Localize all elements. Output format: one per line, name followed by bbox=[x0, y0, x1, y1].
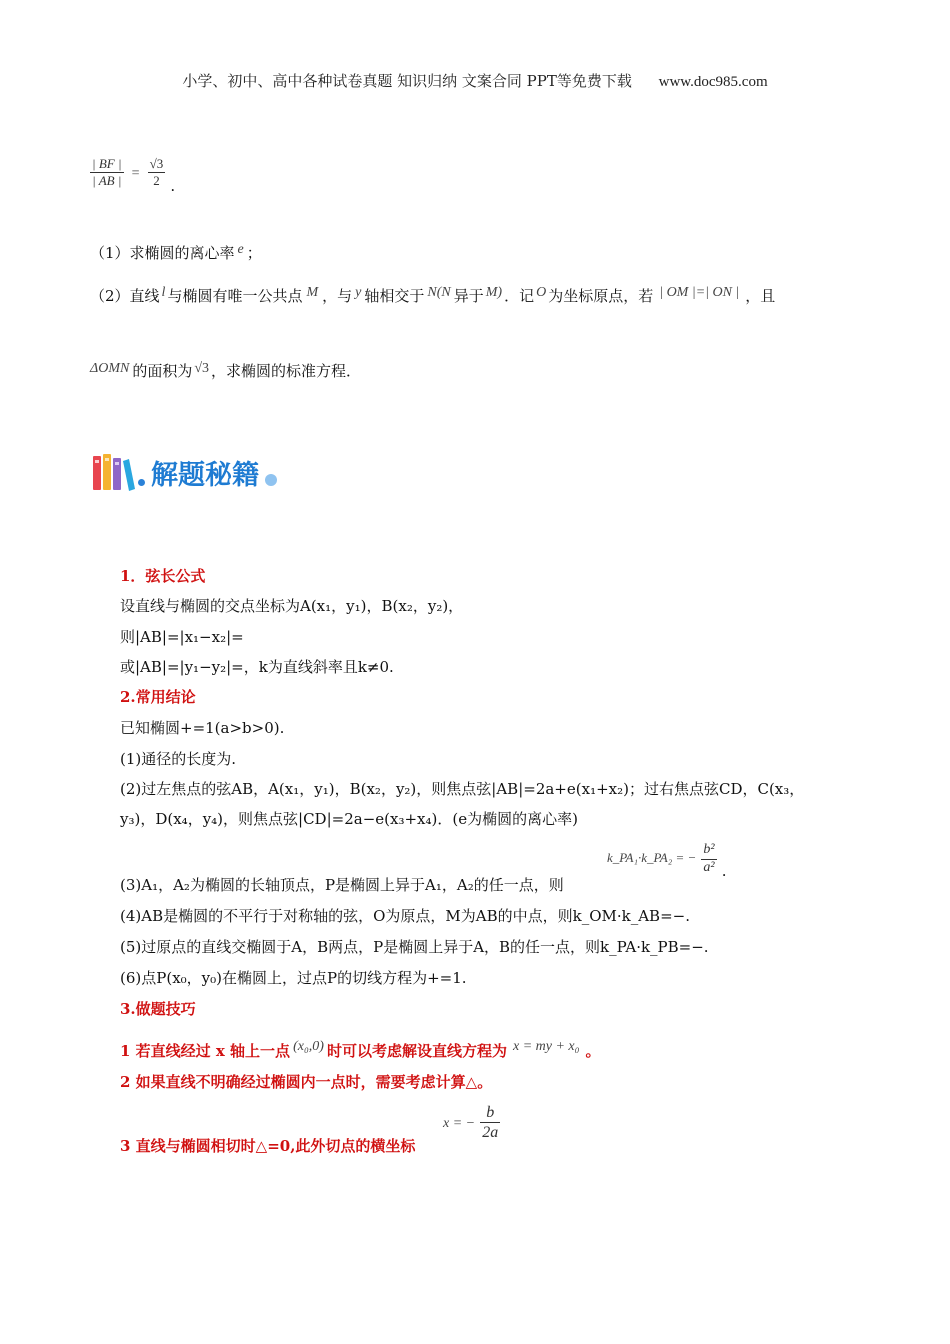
q2-abs: | OM |=| ON | bbox=[659, 285, 740, 300]
tip-1-text-b: 时可以考虑解设直线方程为 bbox=[326, 1042, 507, 1060]
ratio-fraction bbox=[90, 156, 124, 188]
ratio-numerator: | BF | bbox=[92, 156, 122, 171]
q2-sqrt: √3 bbox=[194, 361, 210, 376]
tip-2: 2 如果直线不明确经过椭圆内一点时，需要考虑计算△。 bbox=[120, 1073, 493, 1091]
slope-product-den: a² bbox=[703, 859, 715, 875]
ratio-formula bbox=[90, 156, 176, 195]
q2-text-i: 的面积为 bbox=[132, 362, 193, 380]
banner-dot-large bbox=[265, 474, 277, 486]
tip-1-point: (x₀,0) bbox=[293, 1039, 324, 1054]
books-icon bbox=[92, 452, 136, 492]
ratio-period: . bbox=[170, 176, 176, 195]
q1-end: ； bbox=[246, 244, 262, 262]
header-text: 小学、初中、高中各种试卷真题 知识归纳 文案合同 PPT等免费下载 bbox=[182, 72, 632, 90]
page-header bbox=[0, 70, 950, 91]
secret-line-2: 则|AB|=|x₁−x₂|= bbox=[120, 628, 244, 646]
slope-product-formula bbox=[607, 842, 727, 880]
question-1 bbox=[90, 242, 262, 263]
banner-dot-small bbox=[138, 479, 145, 486]
q2-N: N(N bbox=[427, 285, 451, 300]
tangent-fraction bbox=[480, 1103, 500, 1142]
q2-M2: M) bbox=[485, 285, 503, 300]
sqrt-numerator: √3 bbox=[149, 156, 164, 171]
header-site: www.doc985.com bbox=[658, 74, 768, 90]
secret-line-10: (5)过原点的直线交椭圆于A，B两点，P是椭圆上异于A，B的任一点，则k_PA·k_PB=−. bbox=[120, 938, 709, 956]
tangent-den: 2a bbox=[482, 1124, 499, 1142]
q2-text-d: 轴相交于 bbox=[364, 287, 425, 305]
secret-line-6: (2)过左焦点的弦AB，A(x₁，y₁)，B(x₂，y₂)，则焦点弦|AB|=2a+e(x₁+x₂)；过右焦点弦CD，C(x₃， bbox=[120, 780, 805, 798]
sqrt-fraction bbox=[148, 156, 166, 188]
secret-line-8: (3)A₁，A₂为椭圆的长轴顶点，P是椭圆上异于A₁，A₂的任一点，则 bbox=[120, 876, 564, 894]
secret-line-3: 或|AB|=|y₁−y₂|=，k为直线斜率且k≠0. bbox=[120, 658, 394, 676]
slope-product-fraction bbox=[701, 842, 716, 877]
tip-3: 3 直线与椭圆相切时△=0,此外切点的横坐标 bbox=[120, 1137, 416, 1155]
ratio-equals: = bbox=[131, 165, 140, 181]
tangent-left: x = − bbox=[443, 1116, 476, 1132]
secret-heading-2: 2.常用结论 bbox=[120, 688, 196, 706]
tip-1 bbox=[120, 1040, 601, 1061]
q2-text-f: ．记 bbox=[504, 287, 535, 305]
slope-product-left: k_PA₁·k_PA₂ = − bbox=[607, 849, 697, 865]
question-2-line-1 bbox=[90, 285, 775, 306]
q2-text-a: （2）直线 bbox=[90, 287, 160, 305]
q2-text-e: 异于 bbox=[453, 287, 484, 305]
secret-line-11: (6)点P(x₀，y₀)在椭圆上，过点P的切线方程为+=1. bbox=[120, 969, 467, 987]
secret-line-1: 设直线与椭圆的交点坐标为A(x₁，y₁)，B(x₂，y₂)， bbox=[120, 597, 464, 615]
secret-heading-1: 1．弦长公式 bbox=[120, 567, 206, 585]
q2-y: y bbox=[355, 285, 362, 300]
q2-triangle: ΔOMN bbox=[90, 361, 130, 376]
q2-text-g: 为坐标原点，若 bbox=[548, 287, 654, 305]
ratio-denominator: | AB | bbox=[92, 172, 122, 188]
secret-line-5: (1)通径的长度为. bbox=[120, 750, 237, 768]
sqrt-denominator: 2 bbox=[153, 172, 160, 188]
q2-text-j: ，求椭圆的标准方程． bbox=[211, 362, 362, 380]
question-2-line-2 bbox=[90, 360, 361, 381]
banner-title: 解题秘籍 bbox=[151, 460, 259, 491]
slope-product-end: . bbox=[721, 861, 727, 880]
q2-text-h: ，且 bbox=[745, 287, 776, 305]
q1-e: e bbox=[237, 242, 244, 257]
tangent-formula bbox=[443, 1103, 500, 1142]
secret-line-9: (4)AB是椭圆的不平行于对称轴的弦，O为原点，M为AB的中点，则k_OM·k_AB=−. bbox=[120, 907, 690, 925]
q1-text: （1）求椭圆的离心率 bbox=[90, 244, 235, 262]
q2-O: O bbox=[536, 285, 547, 300]
q2-text-b: 与椭圆有唯一公共点 bbox=[167, 287, 303, 305]
q2-M: M bbox=[306, 285, 319, 300]
slope-product-num: b² bbox=[701, 842, 716, 860]
secret-heading-3: 3.做题技巧 bbox=[120, 1000, 196, 1018]
tip-1-equation: x = my + x₀ bbox=[512, 1039, 580, 1054]
tangent-num: b bbox=[480, 1103, 500, 1123]
q2-text-c: ，与 bbox=[322, 287, 353, 305]
q2-l: l bbox=[161, 285, 166, 300]
secret-line-4: 已知椭圆+=1(a>b>0). bbox=[120, 719, 285, 737]
tip-1-text-c: 。 bbox=[585, 1042, 601, 1060]
banner bbox=[92, 452, 277, 492]
secret-line-7: y₃)，D(x₄，y₄)，则焦点弦|CD|=2a−e(x₃+x₄)．(e为椭圆的离心率) bbox=[120, 810, 578, 828]
tip-1-text-a: 1 若直线经过 x 轴上一点 bbox=[120, 1042, 291, 1060]
